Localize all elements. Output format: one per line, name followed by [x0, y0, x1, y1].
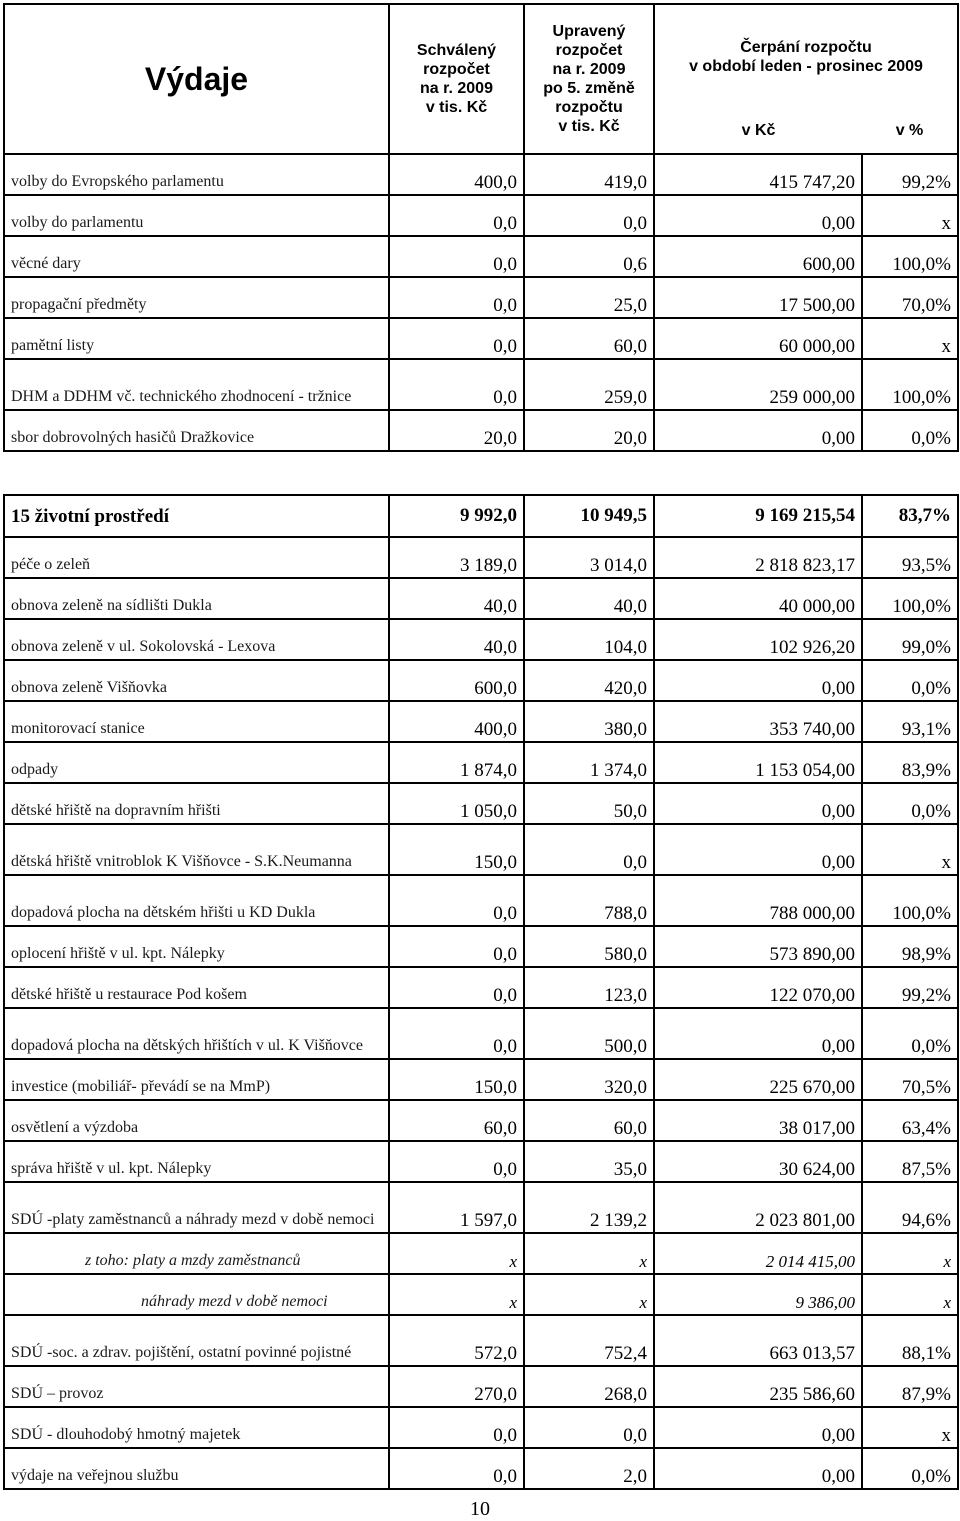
spent-czk-value: 0,00: [654, 195, 862, 236]
col-approved-header: Schválený rozpočet na r. 2009 v tis. Kč: [389, 4, 524, 154]
spent-czk-value: 600,00: [654, 236, 862, 277]
spent-czk-value: 0,00: [654, 660, 862, 701]
row-label: z toho: platy a mzdy zaměstnanců: [4, 1233, 389, 1274]
section-pct: 83,7%: [862, 495, 958, 537]
row-label: SDÚ – provoz: [4, 1366, 389, 1407]
row-label: dopadová plocha na dětských hřištích v ul. K Višňovce: [4, 1008, 389, 1059]
spent-pct-value: 100,0%: [862, 875, 958, 926]
row-label: oplocení hřiště v ul. kpt. Nálepky: [4, 926, 389, 967]
spent-czk-value: 0,00: [654, 410, 862, 451]
adjusted-value: x: [524, 1274, 654, 1315]
spent-pct-value: 0,0%: [862, 1008, 958, 1059]
row-label: péče o zeleň: [4, 537, 389, 578]
row-label: volby do parlamentu: [4, 195, 389, 236]
approved-value: 0,0: [389, 1448, 524, 1489]
row-label: propagační předměty: [4, 277, 389, 318]
row-label: dětská hřiště vnitroblok K Višňovce - S.K.Neumanna: [4, 824, 389, 875]
spent-pct-value: 99,2%: [862, 967, 958, 1008]
adjusted-value: 0,6: [524, 236, 654, 277]
approved-value: 3 189,0: [389, 537, 524, 578]
adjusted-value: 2 139,2: [524, 1182, 654, 1233]
row-label: DHM a DDHM vč. technického zhodnocení - tržnice: [4, 359, 389, 410]
table-row: [4, 1448, 958, 1489]
row-label: volby do Evropského parlamentu: [4, 154, 389, 195]
adjusted-value: 40,0: [524, 578, 654, 619]
row-label: odpady: [4, 742, 389, 783]
row-label: SDÚ - dlouhodobý hmotný majetek: [4, 1407, 389, 1448]
spent-czk-value: 663 013,57: [654, 1315, 862, 1366]
spent-czk-value: 573 890,00: [654, 926, 862, 967]
spent-czk-value: 1 153 054,00: [654, 742, 862, 783]
section-approved: 9 992,0: [389, 495, 524, 537]
spent-czk-value: 9 386,00: [654, 1274, 862, 1315]
table-row: [4, 318, 958, 359]
spent-czk-value: 225 670,00: [654, 1059, 862, 1100]
table-row: [4, 1366, 958, 1407]
table-row: [4, 1059, 958, 1100]
adjusted-value: 35,0: [524, 1141, 654, 1182]
adjusted-value: 419,0: [524, 154, 654, 195]
spent-pct-value: 87,9%: [862, 1366, 958, 1407]
approved-value: 0,0: [389, 967, 524, 1008]
approved-value: 0,0: [389, 1141, 524, 1182]
row-label: věcné dary: [4, 236, 389, 277]
adjusted-value: 104,0: [524, 619, 654, 660]
adjusted-value: 420,0: [524, 660, 654, 701]
spent-pct-value: 70,0%: [862, 277, 958, 318]
section-adjusted: 10 949,5: [524, 495, 654, 537]
spent-pct-value: 94,6%: [862, 1182, 958, 1233]
approved-value: 0,0: [389, 926, 524, 967]
approved-value: 150,0: [389, 824, 524, 875]
approved-value: 0,0: [389, 277, 524, 318]
adjusted-value: 580,0: [524, 926, 654, 967]
adjusted-value: 25,0: [524, 277, 654, 318]
approved-value: 1 050,0: [389, 783, 524, 824]
spent-pct-value: 98,9%: [862, 926, 958, 967]
adjusted-value: 2,0: [524, 1448, 654, 1489]
table-row: [4, 236, 958, 277]
approved-value: x: [389, 1274, 524, 1315]
approved-value: 0,0: [389, 1407, 524, 1448]
approved-value: 400,0: [389, 154, 524, 195]
table-row: [4, 967, 958, 1008]
spent-czk-value: 60 000,00: [654, 318, 862, 359]
row-label: obnova zeleně Višňovka: [4, 660, 389, 701]
row-label: SDÚ -platy zaměstnanců a náhrady mezd v době nemoci: [4, 1182, 389, 1233]
expenditure-table-2: [3, 494, 959, 1490]
spent-czk-value: 17 500,00: [654, 277, 862, 318]
row-label: dětské hřiště na dopravním hřišti: [4, 783, 389, 824]
adjusted-value: 3 014,0: [524, 537, 654, 578]
row-label: správa hřiště v ul. kpt. Nálepky: [4, 1141, 389, 1182]
table-row: [4, 1274, 958, 1315]
table-title: Výdaje: [4, 4, 389, 154]
table-row: [4, 195, 958, 236]
row-label: náhrady mezd v době nemoci: [4, 1274, 389, 1315]
spent-czk-value: 30 624,00: [654, 1141, 862, 1182]
adjusted-value: 1 374,0: [524, 742, 654, 783]
table-row: [4, 619, 958, 660]
adjusted-value: 123,0: [524, 967, 654, 1008]
spent-czk-value: 0,00: [654, 1407, 862, 1448]
table-row: [4, 359, 958, 410]
spent-czk-value: 788 000,00: [654, 875, 862, 926]
section-label: 15 životní prostředí: [4, 495, 389, 537]
adjusted-value: 0,0: [524, 195, 654, 236]
adjusted-value: 268,0: [524, 1366, 654, 1407]
row-label: SDÚ -soc. a zdrav. pojištění, ostatní povinné pojistné: [4, 1315, 389, 1366]
approved-value: 60,0: [389, 1100, 524, 1141]
approved-value: 572,0: [389, 1315, 524, 1366]
spent-pct-value: x: [862, 195, 958, 236]
spent-pct-value: x: [862, 1407, 958, 1448]
table-row: [4, 875, 958, 926]
table-1-body: [4, 154, 958, 451]
table-row: [4, 701, 958, 742]
spent-czk-value: 0,00: [654, 824, 862, 875]
spent-czk-value: 0,00: [654, 783, 862, 824]
approved-value: 400,0: [389, 701, 524, 742]
approved-value: 0,0: [389, 318, 524, 359]
approved-value: 600,0: [389, 660, 524, 701]
table-row: [4, 926, 958, 967]
spent-pct-value: 99,2%: [862, 154, 958, 195]
spent-pct-value: 100,0%: [862, 359, 958, 410]
row-label: dětské hřiště u restaurace Pod košem: [4, 967, 389, 1008]
spent-pct-value: 93,1%: [862, 701, 958, 742]
row-label: sbor dobrovolných hasičů Dražkovice: [4, 410, 389, 451]
spent-czk-value: 102 926,20: [654, 619, 862, 660]
col-adjusted-header: Upravený rozpočet na r. 2009 po 5. změně rozpočtu v tis. Kč: [524, 4, 654, 154]
table-row: [4, 277, 958, 318]
adjusted-value: x: [524, 1233, 654, 1274]
spent-czk-value: 2 023 801,00: [654, 1182, 862, 1233]
row-label: obnova zeleně v ul. Sokolovská - Lexova: [4, 619, 389, 660]
spent-pct-value: 83,9%: [862, 742, 958, 783]
adjusted-value: 50,0: [524, 783, 654, 824]
section-czk: 9 169 215,54: [654, 495, 862, 537]
approved-value: 1 597,0: [389, 1182, 524, 1233]
section-row: [4, 495, 958, 537]
approved-value: 0,0: [389, 875, 524, 926]
row-label: osvětlení a výzdoba: [4, 1100, 389, 1141]
approved-value: 0,0: [389, 1008, 524, 1059]
spent-pct-value: 100,0%: [862, 578, 958, 619]
adjusted-value: 752,4: [524, 1315, 654, 1366]
row-label: pamětní listy: [4, 318, 389, 359]
row-label: dopadová plocha na dětském hřišti u KD Dukla: [4, 875, 389, 926]
spent-czk-value: 2 014 415,00: [654, 1233, 862, 1274]
spent-czk-value: 122 070,00: [654, 967, 862, 1008]
table-row: [4, 1182, 958, 1233]
table-row: [4, 154, 958, 195]
table-row: [4, 410, 958, 451]
table-row: [4, 1407, 958, 1448]
adjusted-value: 259,0: [524, 359, 654, 410]
approved-value: 20,0: [389, 410, 524, 451]
spent-pct-value: 0,0%: [862, 660, 958, 701]
table-row: [4, 824, 958, 875]
spent-pct-value: 100,0%: [862, 236, 958, 277]
table-row: [4, 578, 958, 619]
table-row: [4, 660, 958, 701]
spent-pct-value: 0,0%: [862, 783, 958, 824]
table-row: [4, 1100, 958, 1141]
spent-pct-value: x: [862, 318, 958, 359]
approved-value: 1 874,0: [389, 742, 524, 783]
table-row: [4, 537, 958, 578]
row-label: výdaje na veřejnou službu: [4, 1448, 389, 1489]
row-label: obnova zeleně na sídlišti Dukla: [4, 578, 389, 619]
table-2-body: [4, 537, 958, 1489]
expenditure-table-1: [3, 3, 959, 452]
spent-pct-value: 63,4%: [862, 1100, 958, 1141]
approved-value: 40,0: [389, 619, 524, 660]
approved-value: 150,0: [389, 1059, 524, 1100]
adjusted-value: 380,0: [524, 701, 654, 742]
spent-czk-value: 259 000,00: [654, 359, 862, 410]
spent-czk-value: 0,00: [654, 1448, 862, 1489]
spent-pct-value: 0,0%: [862, 1448, 958, 1489]
adjusted-value: 60,0: [524, 318, 654, 359]
spent-pct-value: 87,5%: [862, 1141, 958, 1182]
spent-czk-value: 38 017,00: [654, 1100, 862, 1141]
spent-pct-value: x: [862, 1274, 958, 1315]
page-number: 10: [470, 1498, 490, 1520]
spent-czk-value: 40 000,00: [654, 578, 862, 619]
approved-value: 0,0: [389, 236, 524, 277]
approved-value: 270,0: [389, 1366, 524, 1407]
spent-pct-value: x: [862, 1233, 958, 1274]
table-row: [4, 783, 958, 824]
approved-value: 0,0: [389, 359, 524, 410]
adjusted-value: 500,0: [524, 1008, 654, 1059]
spent-pct-value: 93,5%: [862, 537, 958, 578]
adjusted-value: 788,0: [524, 875, 654, 926]
spent-czk-value: 353 740,00: [654, 701, 862, 742]
spent-czk-value: 235 586,60: [654, 1366, 862, 1407]
spent-pct-value: x: [862, 824, 958, 875]
spent-czk-value: 2 818 823,17: [654, 537, 862, 578]
spent-pct-value: 70,5%: [862, 1059, 958, 1100]
page: [3, 3, 957, 1490]
table-row: [4, 1315, 958, 1366]
table-row: [4, 742, 958, 783]
adjusted-value: 20,0: [524, 410, 654, 451]
spent-czk-value: 415 747,20: [654, 154, 862, 195]
spent-pct-value: 88,1%: [862, 1315, 958, 1366]
col-spending-header: Čerpání rozpočtu v období leden - prosinec 2009: [654, 4, 958, 108]
spent-czk-value: 0,00: [654, 1008, 862, 1059]
approved-value: 40,0: [389, 578, 524, 619]
row-label: monitorovací stanice: [4, 701, 389, 742]
table-row: [4, 1008, 958, 1059]
adjusted-value: 0,0: [524, 824, 654, 875]
spent-pct-value: 0,0%: [862, 410, 958, 451]
col-pct-header: v %: [862, 108, 958, 154]
col-czk-header: v Kč: [654, 108, 862, 154]
table-row: [4, 1233, 958, 1274]
adjusted-value: 320,0: [524, 1059, 654, 1100]
adjusted-value: 60,0: [524, 1100, 654, 1141]
approved-value: x: [389, 1233, 524, 1274]
approved-value: 0,0: [389, 195, 524, 236]
row-label: investice (mobiliář- převádí se na MmP): [4, 1059, 389, 1100]
table-row: [4, 1141, 958, 1182]
spent-pct-value: 99,0%: [862, 619, 958, 660]
adjusted-value: 0,0: [524, 1407, 654, 1448]
